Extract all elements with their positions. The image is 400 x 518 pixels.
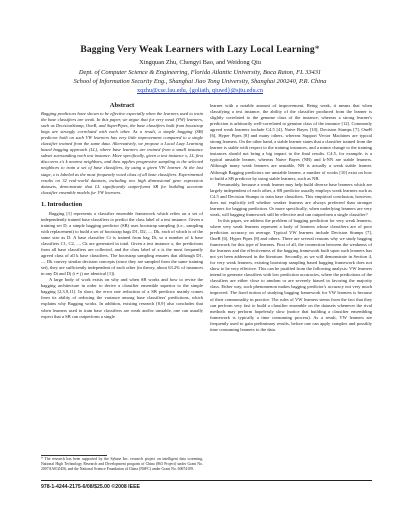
title-footnote-mark: *: [314, 44, 320, 55]
intro-paragraph-1: Bagging [1] represents a classifier ensemble framework which relies on a set of independently trained base classifiers to predict the class label of a test instance. Given a training set D, a simple bagging predictor (SB) uses bootstrap sampling (i.e., sampling with replacement) to build a set of bootstrap bags D1, D2, ..., Dk, each of which is of the same size as D. A base classifier Ci is trained from bag Di, so a number of k base classifiers C1, C2, ..., Ck are generated in total. Given a test instance x, the predictions from all base classifiers are collected, and the class label of x is the most frequently agreed class of all k base classifiers. The bootstrap sampling ensures that although D1, ..., Dk convey similar decision concepts (since they are sampled from the same training set), they are sufficiently independent of each other (in theory, about 63.2% of instances in any Di and Dj (i ≠ j) are identical [1]).: [41, 210, 203, 277]
copyright-footer: 978-1-4244-2175-6/08/$25.00 ©2008 IEEE: [41, 484, 141, 490]
funding-footnote: * The research has been supported by the Sybase Inc. research project on intelligent data screening, National High Technology Research and Development program of China (863 Project) under Grant No. 2007AA01Z456, and the National Science Foundation of China (NSFC) under Grant No. 60674109.: [41, 457, 203, 471]
paper-title: Bagging Very Weak Learners with Lazy Local Learning*: [80, 44, 320, 55]
right-paragraph-3: In this paper, we address the problem of bagging prediction for very weak learners, where very weak learners represent a body of learners whose classifiers are of poor prediction accuracy on average. Typical VW learners include Decision Stumps [7], OneR [6], Hyper Pipes [8] and others. There are several reasons why we study bagging framework for this type of learners. First of all, the connection between the weakness of the learners and the effectiveness of the bagging framework built upon such learners has not yet been addressed in the literature. Secondly, as we will demonstrate in Section 4, for very weak learners, existing bootstrap sampling based bagging framework does not show to be very effective. This can be justified from the following analysis: VW learners intend to generate classifiers with low prediction accuracies, where the predictions of the classifiers are either close to random or are severely biased in favoring the majority class. Either way, such phenomenon makes bagging predictor's accuracy not very much improved. The fixed notion of studying bagging framework for VW learners is because of their commonality in practice. The rules of VW learners stems from the fact that they can perform very fast to build a classifier ensemble on the datasets whenever the rival methods may perform hopelessly slow (notice that building a classifier ensembling framework is typically a time consuming process). As a result, VW learners are frequently used to gain preliminary results, before one can apply complex and possibly time consuming learners to the data.: [210, 217, 372, 332]
abstract-section: [41, 103, 203, 196]
footer-divider: [41, 480, 372, 481]
abstract-heading: Abstract: [109, 102, 135, 109]
right-paragraph-2: Presumably, because a weak learner may help build diverse base learners which are largely independent of each other, a SB predictor usually employs weak learners such as C4.5 and Decision Stumps to train base classifiers. This empirical conclusion, however, does not explicitly tell whether weaker learners are always preferred than stronger learners for bagging prediction. Or more specifically, when underlying learners are very weak, will bagging framework still be effective and can outperform a single classifier?: [210, 181, 372, 217]
abstract-text: Bagging predictors have shown to be effective especially when the learners used to train the base classifiers are weak. In this paper, we argue that for very weak (VW) learners, such as DecisionStump, OneR, and SuperPipes, the base classifiers built from bootstrap bags are strongly correlated with each other. As a result, a simple bagging (SB) predictor built on such VW learners has very little improvement compared to a single classifier trained from the same data. Alternatively, we propose a Local Lazy Learning based bagging approach (LL), where base learners are trained from a small instance subset surrounding each test instance. More specifically, given a test instance x, LL first discovers x's k nearest neighbors, and then applies progressive sampling to the selected neighbors to train a set of base classifiers, by using a given VW learner. At the last stage, x is labeled as the most frequently voted class of all base classifiers. Experimental results on 32 real-world datasets, including two high dimensional gene expression datasets, demonstrate that LL significantly outperforms SB for building accurate classifier ensemble models for VW learners.: [41, 111, 203, 195]
affiliation-2: School of Information Security Eng., Shanghai Jiao Tong University, Shanghai 200240, P.R. China: [73, 78, 327, 85]
right-column: [210, 103, 372, 333]
author-emails[interactable]: xqzhu@cse.fau.edu, {goliath, qiuwd}@sjtu.edu.cn: [137, 87, 263, 94]
left-column: [41, 103, 203, 320]
right-paragraph-1: learner with a notable amount of improvement. Being weak, it means that when classifying a test instance, the ability of the classifier produced from the learner is slightly correlated to the genuine class of the instance, whereas a strong learner's prediction is arbitrarily well-correlated to genuine class of the instance [12]. Commonly agreed weak learners include C4.5 [4], Naive Bayes [10], Decision Stumps [7], OneR [6], Hyper Pipes [8] and many others, whereas Support Vector Machines are typical strong learners. On the other hand, a stable learner states that a classifier trained from the learner is stable with respect to the training instances, and a minor change to the training instances should not bring a big impact to the final results. C4.5, for example, is a typical unstable learner, whereas Naive Bayes (NB) and k-NN are stable learners. Although many weak learners are unstable, NB is actually a weak stable learner. Although Bagging predictors are unstable learner, a number of works [10] exist on how to build a SB predictor by using stable learners, such as NB.: [210, 103, 372, 181]
affiliation-1: Dept. of Computer Science & Engineering, Florida Atlantic University, Boca Raton, FL 33431: [78, 69, 322, 76]
author-list: Xingquan Zhu, Chengyi Bao, and Weidong Qiu: [139, 59, 261, 66]
intro-paragraph-2: A large body of work exists on why and when SB works and how to revise the bagging architecture in order to derive a classifier ensemble superior to the simple bagging [2,3,9,11]. In short, the error rate reduction of a SB predictor mainly comes from its ability of reducing the variance among base classifiers' predictions, which explains why Bagging works. In addition, existing research [8,9] also concludes that when learners used to train base classifiers are weak and/or unstable, one can usually expect that a SB can outperform a single: [41, 277, 203, 319]
introduction-heading: 1. Introduction: [41, 200, 83, 208]
footnote-divider: [41, 455, 107, 456]
